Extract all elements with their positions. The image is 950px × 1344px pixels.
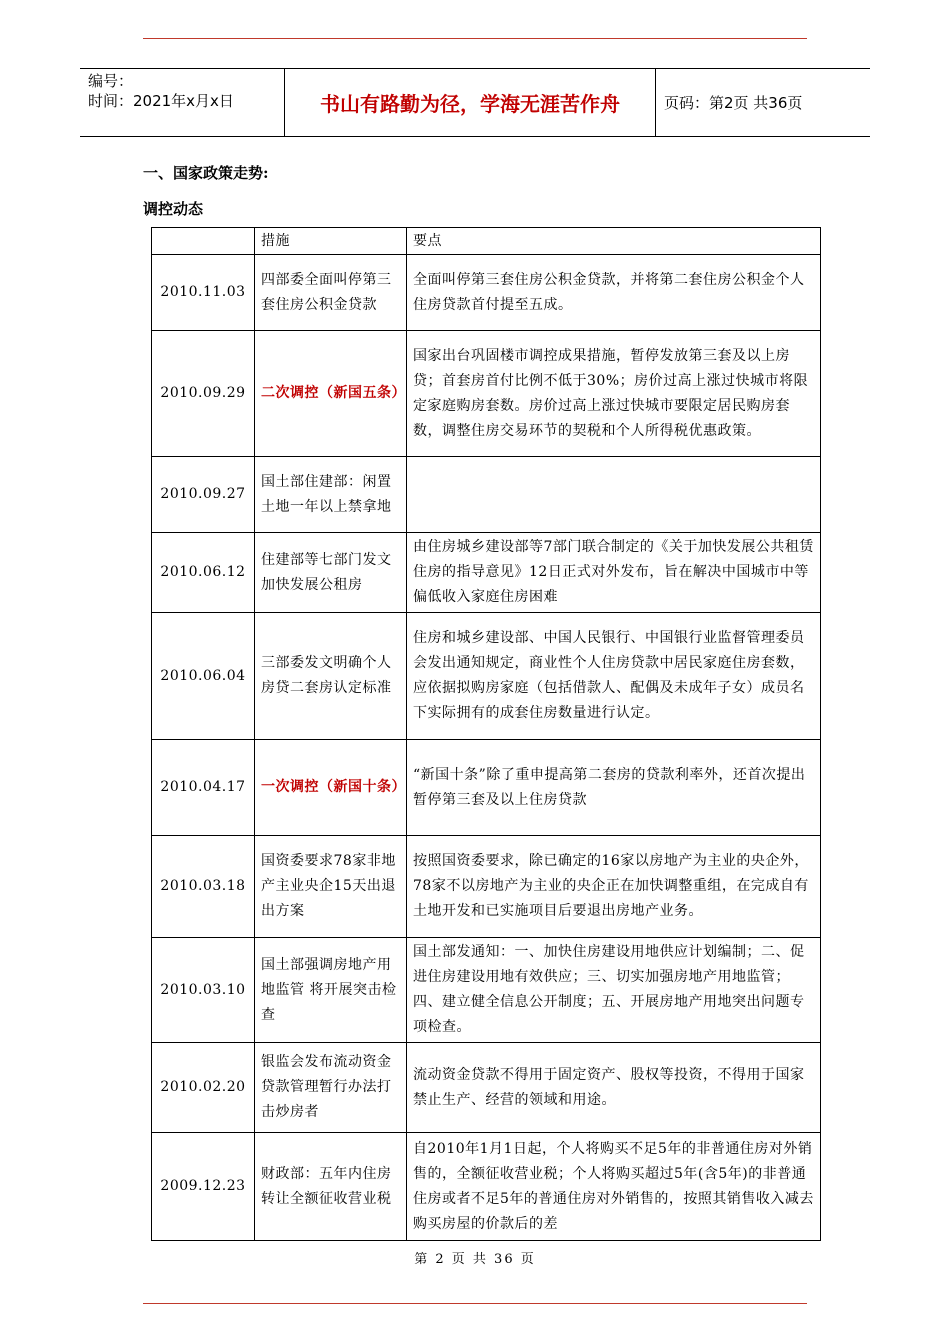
table-row (152, 938, 821, 1043)
row-measure: 国资委要求78家非地产主业央企15天出退出方案 (255, 836, 407, 938)
table-row (152, 1133, 821, 1241)
row-points: 自2010年1月1日起，个人将购买不足5年的非普通住房对外销售的，全额征收营业税；个人将购买超过5年(含5年)的非普通住房或者不足5年的普通住房对外销售的，按照其销售收入减去购买房屋的价款后的差 (407, 1133, 821, 1241)
row-points: “新国十条”除了重申提高第二套房的贷款利率外，还首次提出暂停第三套及以上住房贷款 (407, 740, 821, 836)
table-row (152, 533, 821, 613)
policy-table (151, 227, 821, 1241)
header-meta (88, 71, 284, 111)
doc-time-label: 时间：2021年x月x日 (88, 92, 234, 110)
row-measure-highlight: 二次调控（新国五条） (255, 331, 407, 457)
sub-title: 调控动态 (143, 200, 204, 218)
table-row (152, 836, 821, 938)
header-cell-date (152, 228, 255, 255)
header-motto: 书山有路勤为径，学海无涯苦作舟 (284, 69, 656, 136)
table-header-row (152, 228, 821, 255)
row-points: 流动资金贷款不得用于固定资产、股权等投资，不得用于国家禁止生产、经营的领域和用途。 (407, 1043, 821, 1133)
row-date: 2010.04.17 (152, 740, 255, 836)
row-points: 按照国资委要求，除已确定的16家以房地产为主业的央企外，78家不以房地产为主业的央企正在加快调整重组，在完成自有土地开发和已实施项目后要退出房地产业务。 (407, 836, 821, 938)
header-cell-points: 要点 (407, 228, 821, 255)
row-date: 2010.09.27 (152, 457, 255, 533)
row-measure: 四部委全面叫停第三套住房公积金贷款 (255, 255, 407, 331)
row-measure: 国土部住建部：闲置土地一年以上禁拿地 (255, 457, 407, 533)
row-points: 全面叫停第三套住房公积金贷款，并将第二套住房公积金个人住房贷款首付提至五成。 (407, 255, 821, 331)
row-date: 2010.03.10 (152, 938, 255, 1043)
header-page-label: 页码：第2页 共36页 (664, 94, 803, 112)
row-date: 2010.03.18 (152, 836, 255, 938)
row-points (407, 457, 821, 533)
document-header (80, 68, 870, 137)
row-date: 2009.12.23 (152, 1133, 255, 1241)
table-row (152, 1043, 821, 1133)
header-cell-measure: 措施 (255, 228, 407, 255)
row-measure: 银监会发布流动资金贷款管理暂行办法打击炒房者 (255, 1043, 407, 1133)
row-date: 2010.06.04 (152, 613, 255, 740)
row-points: 国土部发通知：一、加快住房建设用地供应计划编制；二、促进住房建设用地有效供应；三、切实加强房地产用地监管；四、建立健全信息公开制度；五、开展房地产用地突出问题专项检查。 (407, 938, 821, 1043)
table-row (152, 457, 821, 533)
table-row (152, 613, 821, 740)
row-points: 由住房城乡建设部等7部门联合制定的《关于加快发展公共租赁住房的指导意见》12日正式对外发布，旨在解决中国城市中等偏低收入家庭住房困难 (407, 533, 821, 613)
row-points: 住房和城乡建设部、中国人民银行、中国银行业监督管理委员会发出通知规定，商业性个人住房贷款中居民家庭住房套数，应依据拟购房家庭（包括借款人、配偶及未成年子女）成员名下实际拥有的成套住房数量进行认定。 (407, 613, 821, 740)
table-row (152, 255, 821, 331)
row-measure-highlight: 一次调控（新国十条） (255, 740, 407, 836)
table-row (152, 331, 821, 457)
row-date: 2010.02.20 (152, 1043, 255, 1133)
top-red-rule (143, 38, 807, 39)
row-date: 2010.09.29 (152, 331, 255, 457)
section-title: 一、国家政策走势: (143, 164, 269, 182)
row-measure: 国土部强调房地产用地监管 将开展突击检查 (255, 938, 407, 1043)
bottom-red-rule (143, 1303, 807, 1304)
table-row (152, 740, 821, 836)
row-measure: 住建部等七部门发文 加快发展公租房 (255, 533, 407, 613)
row-date: 2010.06.12 (152, 533, 255, 613)
doc-code-label: 编号： (88, 72, 134, 90)
row-measure: 三部委发文明确个人房贷二套房认定标准 (255, 613, 407, 740)
row-measure: 财政部：五年内住房转让全额征收营业税 (255, 1133, 407, 1241)
row-date: 2010.11.03 (152, 255, 255, 331)
row-points: 国家出台巩固楼市调控成果措施，暂停发放第三套及以上房贷；首套房首付比例不低于30%；房价过高上涨过快城市将限定家庭购房套数。房价过高上涨过快城市要限定居民购房套数，调整住房交易环节的契税和个人所得税优惠政策。 (407, 331, 821, 457)
page-footer: 第 2 页 共 36 页 (414, 1252, 536, 1267)
